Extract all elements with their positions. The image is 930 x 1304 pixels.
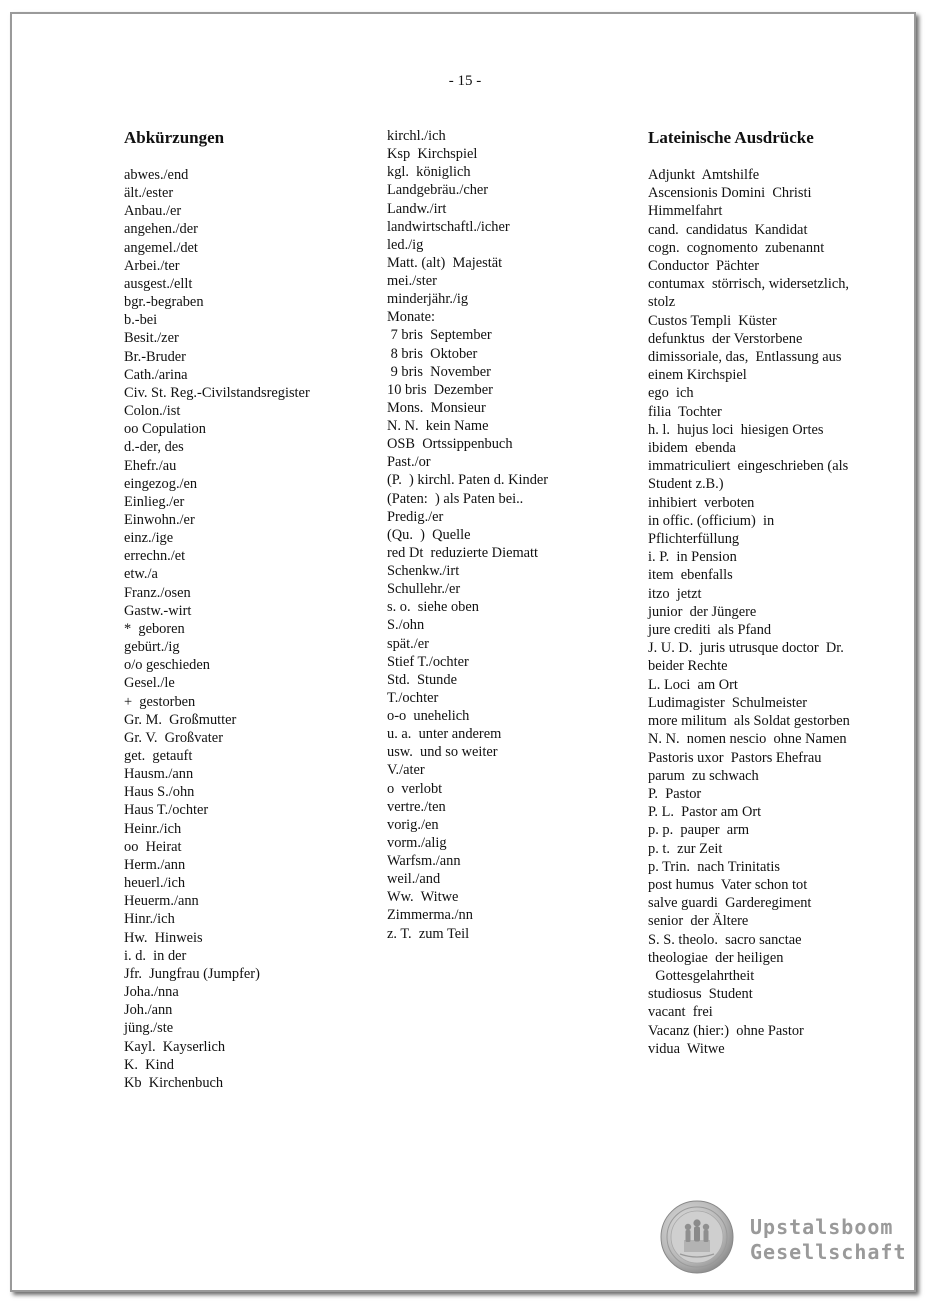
abbreviation-entry: errechn./et	[124, 548, 186, 565]
latin-entry: post humus Vater schon tot	[648, 876, 808, 893]
abbreviation-entry: heuerl./ich	[124, 875, 186, 892]
abbreviation-entry: gebürt./ig	[124, 639, 180, 656]
abbreviation-entry: minderjähr./ig	[387, 291, 469, 308]
abbreviation-entry: Hausm./ann	[124, 766, 194, 783]
page-number: - 15 -	[448, 73, 482, 89]
latin-entry: P. L. Pastor am Ort	[648, 804, 762, 821]
abbreviation-entry: einz./ige	[124, 530, 174, 547]
abbreviation-entry: Landw./irt	[387, 200, 447, 217]
abbreviation-entry: Jfr. Jungfrau (Jumpfer)	[124, 965, 260, 982]
latin-entry: h. l. hujus loci hiesigen Ortes	[648, 421, 824, 438]
latin-entry: cogn. cognomento zubenannt	[648, 239, 825, 256]
abbreviation-entry: Einlieg./er	[124, 493, 185, 510]
abbreviation-entry: z. T. zum Teil	[387, 925, 470, 942]
abbreviation-entry: vorm./alig	[387, 834, 447, 851]
abbreviation-entry: o/o geschieden	[124, 657, 210, 674]
latin-entry: N. N. nomen nescio ohne Namen	[648, 731, 847, 748]
abbreviation-entry: 8 bris Oktober	[387, 345, 478, 362]
abbreviation-entry: angehen./der	[124, 221, 198, 238]
latin-entry: jure crediti als Pfand	[648, 622, 772, 639]
abbreviation-entry: V./ater	[387, 762, 425, 779]
latin-entry: filia Tochter	[648, 403, 722, 420]
abbreviation-entry: i. d. in der	[124, 947, 187, 964]
abbreviation-entry: Besit./zer	[124, 330, 179, 347]
latin-entry: senior der Ältere	[648, 913, 749, 930]
abbreviation-entry: angemel./det	[124, 239, 198, 256]
latin-entry: in offic. (officium) in	[648, 512, 775, 529]
abbreviation-entry: Herm./ann	[124, 856, 186, 873]
abbreviation-entry: oo Copulation	[124, 421, 206, 438]
abbreviation-entry: s. o. siehe oben	[387, 599, 479, 616]
latin-entry: J. U. D. juris utrusque doctor Dr.	[648, 640, 844, 657]
abbreviation-entry: spät./er	[387, 635, 429, 652]
latin-entry: stolz	[648, 294, 676, 311]
abbreviations-column	[124, 128, 310, 1092]
latin-entry: p. t. zur Zeit	[648, 840, 723, 857]
abbreviation-entry: get. getauft	[124, 748, 193, 764]
latin-entry: Ludimagister Schulmeister	[648, 694, 808, 711]
latin-entry: einem Kirchspiel	[648, 367, 747, 384]
latin-entry: ego ich	[648, 385, 694, 402]
latin-entry: Himmelfahrt	[648, 203, 723, 220]
abbreviation-entry: Ww. Witwe	[387, 889, 459, 906]
abbreviation-entry: Kb Kirchenbuch	[124, 1074, 224, 1091]
abbreviation-entry: Einwohn./er	[124, 511, 195, 528]
abbreviation-entry: led./ig	[387, 236, 424, 253]
abbreviation-entry: Cath./arina	[124, 366, 188, 383]
abbreviation-entry: (P. ) kirchl. Paten d. Kinder	[387, 472, 549, 489]
latin-entry: item ebenfalls	[648, 567, 733, 584]
abbreviation-entry: OSB Ortssippenbuch	[387, 436, 513, 453]
society-name-line2: Gesellschaft	[750, 1240, 907, 1264]
abbreviation-entry: Gastw.-wirt	[124, 602, 192, 619]
latin-entry: junior der Jüngere	[648, 603, 757, 620]
latin-entry: salve guardi Garderegiment	[648, 895, 812, 912]
latin-entry: Ascensionis Domini Christi	[648, 185, 812, 202]
abbreviation-entry: Joh./ann	[124, 1002, 173, 1019]
society-name	[750, 1215, 907, 1265]
abbreviation-entry: Ehefr./au	[124, 457, 177, 474]
abbreviation-entry: Heinr./ich	[124, 820, 182, 837]
abbreviation-entry: 10 bris Dezember	[387, 381, 493, 398]
abbreviation-entry: Joha./nna	[124, 984, 179, 1001]
abbreviation-entry: o verlobt	[387, 780, 443, 797]
abbreviation-entry: Kayl. Kayserlich	[124, 1038, 226, 1055]
abbreviations-list	[124, 166, 310, 1092]
abbreviation-entry: Hw. Hinweis	[124, 929, 203, 946]
abbreviation-entry: ausgest./ellt	[124, 275, 193, 292]
abbreviation-entry: K. Kind	[124, 1056, 174, 1073]
abbreviation-entry: vertre./ten	[387, 798, 446, 815]
abbreviation-entry: landwirtschaftl./icher	[387, 218, 510, 235]
abbreviation-entry: Matt. (alt) Majestät	[387, 254, 503, 271]
abbreviation-entry: Ksp Kirchspiel	[387, 146, 478, 163]
abbreviation-entry: (Qu. ) Quelle	[387, 526, 471, 543]
abbreviation-entry: Std. Stunde	[387, 671, 457, 688]
latin-entry: Pflichterfüllung	[648, 531, 740, 548]
latin-entry: immatriculiert eingeschrieben (als	[648, 458, 849, 475]
abbreviation-entry: Landgebräu./cher	[387, 182, 489, 199]
abbreviation-entry: usw. und so weiter	[387, 744, 498, 761]
latin-list	[648, 166, 850, 1058]
latin-entry: Gottesgelahrtheit	[648, 967, 755, 984]
abbreviation-entry: Civ. St. Reg.-Civilstandsregister	[124, 384, 310, 401]
latin-entry: more militum als Soldat gestorben	[648, 713, 850, 730]
latin-entry: P. Pastor	[648, 785, 702, 802]
latin-entry: inhibiert verboten	[648, 494, 755, 511]
abbreviation-entry: 9 bris November	[387, 363, 491, 380]
abbreviation-entry: Gr. V. Großvater	[124, 729, 223, 746]
latin-heading: Lateinische Ausdrücke	[648, 128, 814, 147]
abbreviation-entry: * geboren	[124, 620, 185, 637]
abbreviation-entry: eingezog./en	[124, 475, 198, 492]
abbreviation-entry: etw./a	[124, 566, 158, 583]
abbreviation-entry: Hinr./ich	[124, 911, 175, 928]
abbreviation-entry: + gestorben	[124, 693, 196, 710]
abbreviation-entry: ält./ester	[124, 185, 174, 202]
abbreviation-entry: Monate:	[387, 309, 435, 326]
abbreviation-entry: S./ohn	[387, 617, 425, 634]
abbreviation-entry: red Dt reduzierte Diematt	[387, 544, 539, 561]
latin-entry: i. P. in Pension	[648, 549, 737, 566]
abbreviation-entry: d.-der, des	[124, 439, 184, 456]
abbreviation-entry: Schenkw./irt	[387, 563, 460, 579]
latin-entry: p. p. pauper arm	[648, 822, 750, 839]
abbreviations-heading: Abkürzungen	[124, 128, 225, 147]
abbreviation-entry: jüng./ste	[124, 1020, 174, 1037]
abbreviation-entry: Haus S./ohn	[124, 784, 195, 801]
latin-entry: dimissoriale, das, Entlassung aus	[648, 349, 842, 366]
latin-entry: L. Loci am Ort	[648, 676, 738, 693]
abbreviation-entry: kirchl./ich	[387, 128, 446, 144]
abbreviation-entry: (Paten: ) als Paten bei..	[387, 490, 524, 507]
latin-entry: Adjunkt Amtshilfe	[648, 167, 760, 183]
abbreviation-entry: Colon./ist	[124, 403, 181, 420]
latin-entry: theologiae der heiligen	[648, 949, 784, 966]
latin-column	[648, 128, 850, 1058]
abbreviation-entry: mei./ster	[387, 273, 437, 289]
abbreviations-continued-list	[387, 127, 548, 943]
abbreviation-entry: b.-bei	[124, 312, 158, 329]
upstalsboom-seal-icon	[660, 1200, 734, 1274]
abbreviation-entry: abwes./end	[124, 167, 189, 183]
abbreviation-entry: Past./or	[387, 454, 431, 471]
abbreviation-entry: Arbei./ter	[124, 257, 180, 274]
abbreviation-entry: o-o unehelich	[387, 708, 470, 724]
abbreviation-entry: Franz./osen	[124, 584, 191, 601]
abbreviation-entry: vorig./en	[387, 816, 439, 833]
abbreviation-entry: Zimmerma./nn	[387, 907, 473, 924]
latin-entry: Conductor Pächter	[648, 258, 760, 275]
latin-entry: vidua Witwe	[648, 1040, 725, 1057]
abbreviation-entry: Gr. M. Großmutter	[124, 711, 237, 728]
latin-entry: cand. candidatus Kandidat	[648, 221, 808, 238]
latin-entry: itzo jetzt	[648, 585, 702, 602]
latin-entry: Pastoris uxor Pastors Ehefrau	[648, 749, 822, 766]
latin-entry: S. S. theolo. sacro sanctae	[648, 931, 802, 948]
abbreviation-entry: T./ochter	[387, 689, 439, 706]
latin-entry: Student z.B.)	[648, 476, 724, 493]
latin-entry: beider Rechte	[648, 658, 728, 675]
abbreviation-entry: Predig./er	[387, 508, 444, 525]
abbreviation-entry: Schullehr./er	[387, 581, 461, 598]
latin-entry: parum zu schwach	[648, 767, 759, 784]
latin-entry: Custos Templi Küster	[648, 312, 777, 329]
abbreviation-entry: N. N. kein Name	[387, 418, 489, 434]
latin-entry: defunktus der Verstorbene	[648, 330, 803, 347]
latin-entry: contumax störrisch, widersetzlich,	[648, 276, 850, 293]
abbreviation-entry: Gesel./le	[124, 675, 175, 692]
abbreviation-entry: Br.-Bruder	[124, 348, 186, 365]
latin-entry: studiosus Student	[648, 986, 753, 1003]
abbreviation-entry: weil./and	[387, 871, 441, 888]
abbreviation-entry: 7 bris September	[387, 327, 492, 344]
abbreviation-entry: Heuerm./ann	[124, 893, 199, 910]
abbreviation-entry: Mons. Monsieur	[387, 399, 486, 416]
abbreviation-entry: bgr.-begraben	[124, 294, 204, 311]
society-name-line1: Upstalsboom	[750, 1215, 894, 1239]
latin-entry: Vacanz (hier:) ohne Pastor	[648, 1022, 804, 1039]
abbreviation-entry: kgl. königlich	[387, 164, 471, 181]
abbreviation-entry: Warfsm./ann	[387, 853, 461, 869]
abbreviation-entry: u. a. unter anderem	[387, 726, 502, 743]
latin-entry: p. Trin. nach Trinitatis	[648, 858, 780, 875]
abbreviation-entry: oo Heirat	[124, 838, 182, 855]
abbreviation-entry: Haus T./ochter	[124, 802, 209, 819]
abbreviation-entry: Stief T./ochter	[387, 653, 469, 670]
abbreviation-entry: Anbau./er	[124, 203, 182, 220]
latin-entry: ibidem ebenda	[648, 440, 736, 457]
latin-entry: vacant frei	[648, 1004, 713, 1021]
abbreviations-continued-column	[387, 127, 548, 943]
